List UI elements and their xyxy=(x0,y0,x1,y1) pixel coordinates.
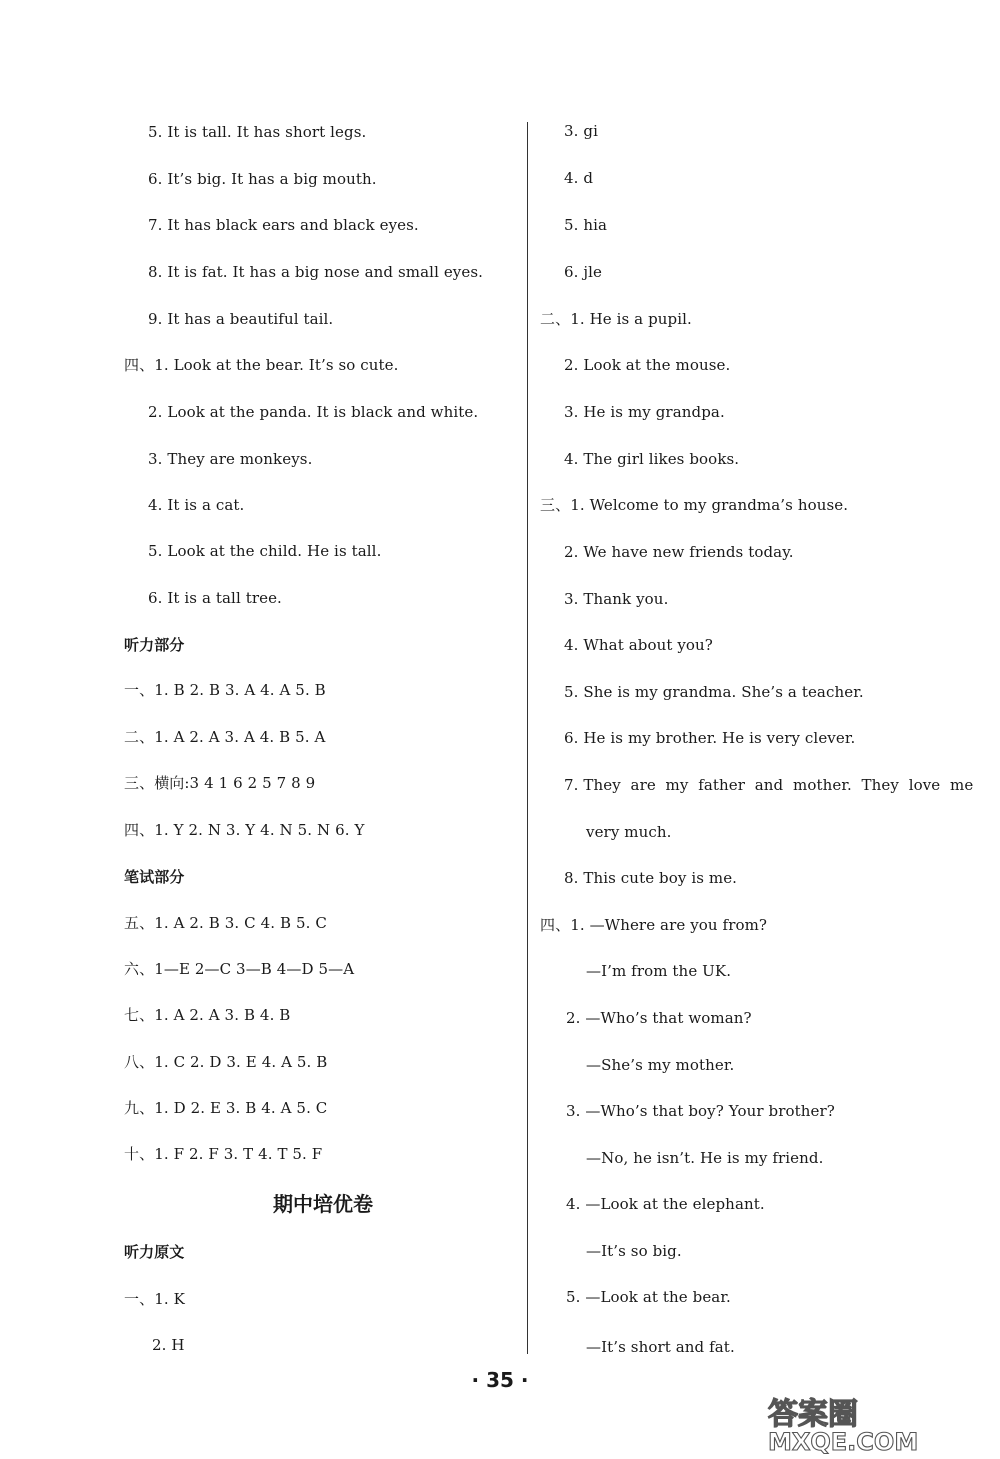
answer-line: 6. jle xyxy=(564,263,603,281)
answer-line: 5. —Look at the bear. xyxy=(566,1288,731,1306)
answer-line: very much. xyxy=(586,823,672,841)
answer-line: 五、1. A 2. B 3. C 4. B 5. C xyxy=(124,914,327,932)
answer-line: 3. He is my grandpa. xyxy=(564,403,725,421)
answer-line: 一、1. B 2. B 3. A 4. A 5. B xyxy=(124,681,326,699)
answer-line: —She’s my mother. xyxy=(586,1056,735,1074)
answer-line: —I’m from the UK. xyxy=(586,962,732,980)
answer-line: —It’s so big. xyxy=(586,1242,682,1260)
answer-line: 三、横向:3 4 1 6 2 5 7 8 9 xyxy=(124,774,316,792)
answer-line: 2. Look at the mouse. xyxy=(564,356,731,374)
answer-line: 一、1. K xyxy=(124,1290,185,1308)
answer-line: 6. It is a tall tree. xyxy=(148,589,282,607)
answer-line: 九、1. D 2. E 3. B 4. A 5. C xyxy=(124,1099,328,1117)
answer-line: 5. She is my grandma. She’s a teacher. xyxy=(564,683,864,701)
answer-line: 2. We have new friends today. xyxy=(564,543,794,561)
answer-line: 9. It has a beautiful tail. xyxy=(148,310,334,328)
answer-line: 八、1. C 2. D 3. E 4. A 5. B xyxy=(124,1053,328,1071)
answer-line: 8. It is fat. It has a big nose and small eyes. xyxy=(148,263,484,281)
watermark-cn: 答案圈 xyxy=(768,1397,858,1432)
answer-line: 5. Look at the child. He is tall. xyxy=(148,542,382,560)
answer-line: 七、1. A 2. A 3. B 4. B xyxy=(124,1006,291,1024)
answer-line: 4. The girl likes books. xyxy=(564,450,740,468)
answer-line: 二、1. A 2. A 3. A 4. B 5. A xyxy=(124,728,326,746)
column-divider xyxy=(527,122,528,1354)
answer-line: 4. It is a cat. xyxy=(148,496,245,514)
answer-line: 7. They are my father and mother. They love me xyxy=(564,776,974,794)
answer-line: 4. d xyxy=(564,169,594,187)
answer-line: 6. It’s big. It has a big mouth. xyxy=(148,170,377,188)
answer-line: 六、1—E 2—C 3—B 4—D 5—A xyxy=(124,960,355,978)
answer-line: 3. —Who’s that boy? Your brother? xyxy=(566,1102,835,1120)
section-heading: 听力原文 xyxy=(124,1243,185,1261)
answer-line: 四、1. Y 2. N 3. Y 4. N 5. N 6. Y xyxy=(124,821,365,839)
answer-line: 7. It has black ears and black eyes. xyxy=(148,216,419,234)
answer-line: 四、1. Look at the bear. It’s so cute. xyxy=(124,356,399,374)
exam-title: 期中培优卷 xyxy=(273,1192,373,1216)
page-number: · 35 · xyxy=(471,1368,529,1392)
answer-line: 5. It is tall. It has short legs. xyxy=(148,123,367,141)
answer-line: 2. H xyxy=(152,1336,185,1354)
answer-line: 4. What about you? xyxy=(564,636,713,654)
answer-line: 8. This cute boy is me. xyxy=(564,869,738,887)
watermark-logo xyxy=(762,1392,994,1454)
section-heading: 笔试部分 xyxy=(124,868,185,886)
answer-line: —It’s short and fat. xyxy=(586,1338,735,1356)
answer-line: 2. Look at the panda. It is black and white. xyxy=(148,403,479,421)
answer-line: 3. gi xyxy=(564,122,598,140)
answer-line: 4. —Look at the elephant. xyxy=(566,1195,765,1213)
answer-line: 3. They are monkeys. xyxy=(148,450,313,468)
answer-line: 二、1. He is a pupil. xyxy=(540,310,692,328)
answer-line: 三、1. Welcome to my grandma’s house. xyxy=(540,496,849,514)
watermark-en: MXQE.COM xyxy=(768,1428,919,1454)
answer-line: 5. hia xyxy=(564,216,608,234)
section-heading: 听力部分 xyxy=(124,636,185,654)
answer-line: 十、1. F 2. F 3. T 4. T 5. F xyxy=(124,1145,323,1163)
answer-line: 6. He is my brother. He is very clever. xyxy=(564,729,856,747)
answer-line: 3. Thank you. xyxy=(564,590,669,608)
answer-line: 四、1. —Where are you from? xyxy=(540,916,768,934)
answer-line: 2. —Who’s that woman? xyxy=(566,1009,752,1027)
answer-line: —No, he isn’t. He is my friend. xyxy=(586,1149,824,1167)
